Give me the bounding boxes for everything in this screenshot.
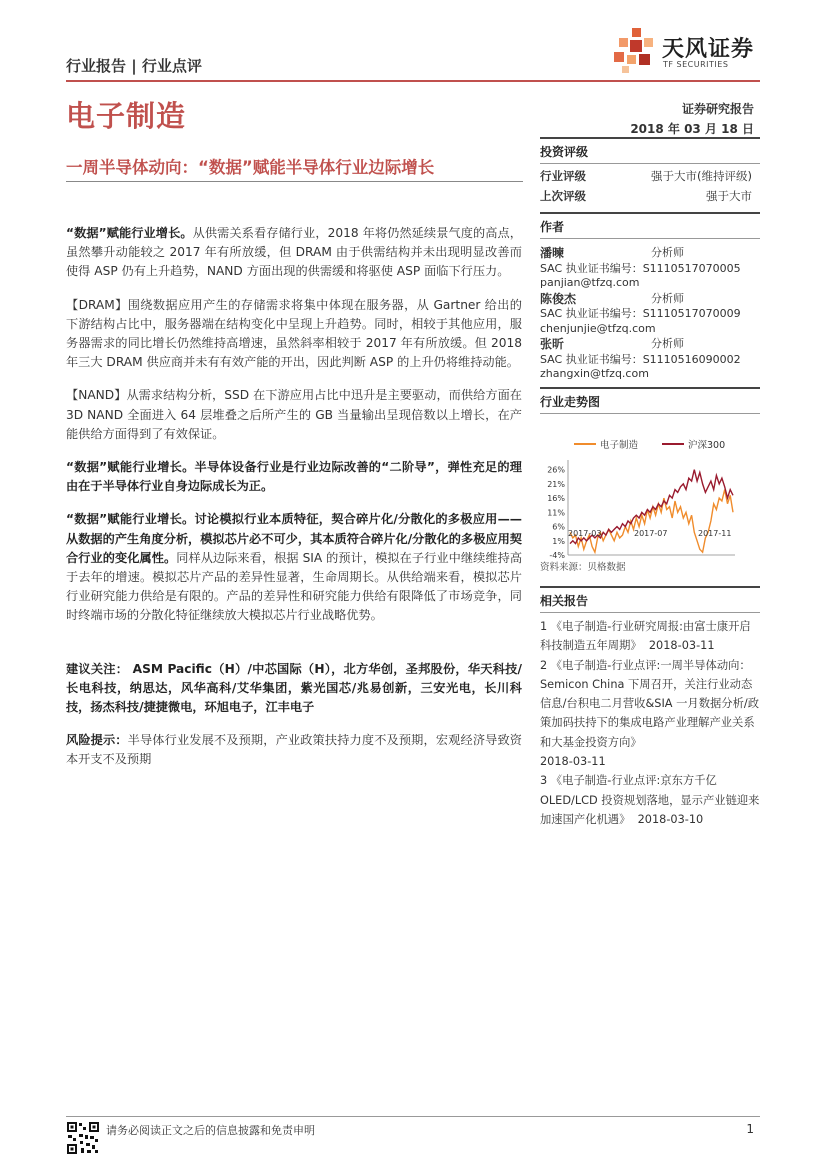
prev-rating-row [540,186,760,206]
paragraph-6-recommendations: 建议关注： ASM Pacific（H）/中芯国际（H），北方华创，圣邦股份，华天科技/长电科技，纳思达，风华高科/艾华集团，紫光国芯/兆易创新，三安光电，长川科技，扬杰科技/捷捷微电，环旭电子，江丰电子 [66,661,522,715]
main-body [66,224,522,784]
author-email[interactable]: chenjunjie@tfzq.com [540,321,656,335]
report-type: 证券研究报告 [681,102,754,116]
author-name: 潘暕 [540,246,565,260]
related-report-text: 1 《电子制造-行业研究周报:由富士康开启科技制造五年周期》 [540,620,751,653]
related-report-text: 2 《电子制造-行业点评:一周半导体动向：Semicon China 下周召开，关注行业动态信息/台积电二月营收&SIA 一月数据分析/政策加码扶持下的集成电路产业理解产业关系和大基金投资方向》 [540,658,759,749]
y-tick-label: 11% [547,508,565,518]
header-rule [66,80,760,82]
rating-section [540,137,760,206]
author-card [540,246,760,291]
legend-label-hs300: 沪深300 [688,440,726,451]
headline-rule [66,181,523,182]
report-category: 行业报告 | 行业点评 [66,57,202,75]
report-date: 2018 年 03 月 18 日 [630,122,754,136]
rating-row [540,166,760,186]
y-tick-label: 16% [547,494,565,504]
paragraph-1 [66,224,522,282]
related-report[interactable] [540,617,760,656]
paragraph-2: 【DRAM】围绕数据应用产生的存储需求将集中体现在服务器，从 Gartner 给出的下游结构占比中，服务器端在结构变化中呈现上升趋势。同时，相较于其他应用，服务器需求的同比增长仍然维持高增速，虽然斜率相较于 2017 年有所放缓。但 2018 年三大 DRAM 供应商并未有有效产能的开出，因此判断 ASP 的上升仍将维持动能。 [66,297,522,370]
related-section [540,586,760,829]
author-name: 陈俊杰 [540,291,577,306]
footer-rule [66,1116,760,1117]
p1-lead: “数据”赋能行业增长。 [66,226,193,240]
rating-label: 行业评级 [540,169,586,183]
author-title: 分析师 [651,246,684,259]
logo-icon [610,26,660,74]
related-report-date: 2018-03-11 [540,755,606,769]
author-title: 分析师 [651,291,684,305]
author-card [540,337,760,382]
y-tick-label: 21% [547,479,565,489]
footer-disclaimer: 请务必阅读正文之后的信息披露和免责申明 [106,1124,315,1137]
prev-rating-value: 强于大市 [706,189,752,203]
y-tick-label: 26% [547,465,565,475]
y-tick-label: 6% [552,522,565,532]
paragraph-5 [66,510,522,625]
x-tick-label: 2017-03 [568,529,602,538]
logo-text-en: TF SECURITIES [663,60,729,69]
related-report[interactable] [540,771,760,829]
headline: 一周半导体动向：“数据”赋能半导体行业边际增长 [66,158,435,177]
related-report-date: 2018-03-10 [637,812,704,826]
paragraph-4: “数据”赋能行业增长。半导体设备行业是行业边际改善的“二阶导”，弹性充足的理由在于半导体行业自身边际成长为正。 [66,460,522,494]
prev-rating-label: 上次评级 [540,189,586,203]
author-name: 张昕 [540,337,565,351]
author-card [540,292,760,337]
related-title: 相关报告 [540,586,760,613]
author-email[interactable]: panjian@tfzq.com [540,276,640,289]
qr-code-icon [66,1121,100,1155]
y-tick-label: 1% [552,536,565,546]
x-tick-label: 2017-11 [698,529,732,538]
logo-text-cn: 天风证券 [662,37,755,62]
company-logo [610,26,760,74]
rating-title: 投资评级 [540,137,760,164]
p7-lead: 风险提示： [66,733,128,748]
rating-value: 强于大市(维持评级) [651,169,752,183]
author-cert: SAC 执业证书编号：S1110517070009 [540,307,741,320]
related-report[interactable] [540,656,760,772]
paragraph-7-risk [66,731,522,769]
p7-text: 半导体行业发展不及预期，产业政策扶持力度不及预期，宏观经济导致资本开支不及预期 [66,733,522,767]
chart-section [540,387,760,573]
x-tick-label: 2017-07 [634,529,668,538]
author-cert: SAC 执业证书编号：S1110517070005 [540,261,741,275]
y-tick-label: -4% [549,551,565,559]
p5-lead: “数据”赋能行业增长。讨论模拟行业本质特征，契合碎片化/分散化的多极应用——从数据的产生角度分析，模拟芯片必不可少，其本质符合碎片化/分散化的多极应用契合行业的变化属性。 [66,512,522,565]
page-number: 1 [746,1122,754,1136]
author-title: 分析师 [651,337,684,350]
author-cert: SAC 执业证书编号：S1110516090002 [540,352,741,366]
p5-text: 同样从边际来看，根据 SIA 的预计，模拟在子行业中继续维持高于去年的增速。模拟芯片产品的差异性显著，生命周期长。从供给端来看，模拟芯片行业研究能力供给是有限的。产品的差异性和研究能力供给有限降低了市场竞争，同时终端市场的分散化特征继续放大模拟芯片行业战略优势。 [66,550,523,623]
related-report-date: 2018-03-11 [648,639,715,653]
related-report-text: 3 《电子制造-行业点评:京东方千亿 OLED/LCD 投资规划落地，显示产业链迎来加速国产化机遇》 [540,774,760,826]
authors-section [540,212,760,382]
authors-title: 作者 [540,212,760,239]
industry-title: 电子制造 [66,99,187,133]
legend-label-electronics: 电子制造 [600,440,639,451]
author-email[interactable]: zhangxin@tfzq.com [540,367,649,380]
chart-source: 资料来源：贝格数据 [540,562,626,573]
x-tick-labels [568,529,758,541]
series-line-electronics [570,490,733,553]
p1-text: 从供需关系看存储行业，2018 年将仍然延续景气度的高点，虽然攀升动能较之 2017 年有所放缓，但 DRAM 由于供需结构并未出现明显改善而使得 ASP 仍有上升趋势，NAND 方面出现的供需缓和将驱使 ASP 面临下行压力。 [66,226,522,279]
paragraph-3: 【NAND】从需求结构分析，SSD 在下游应用占比中迅升是主要驱动，而供给方面在 3D NAND 全面进入 64 层堆叠之后所产生的 GB 当量输出呈现倍数以上增长，在产能供给方面得到了有效保证。 [66,388,522,441]
chart-title: 行业走势图 [540,387,760,414]
